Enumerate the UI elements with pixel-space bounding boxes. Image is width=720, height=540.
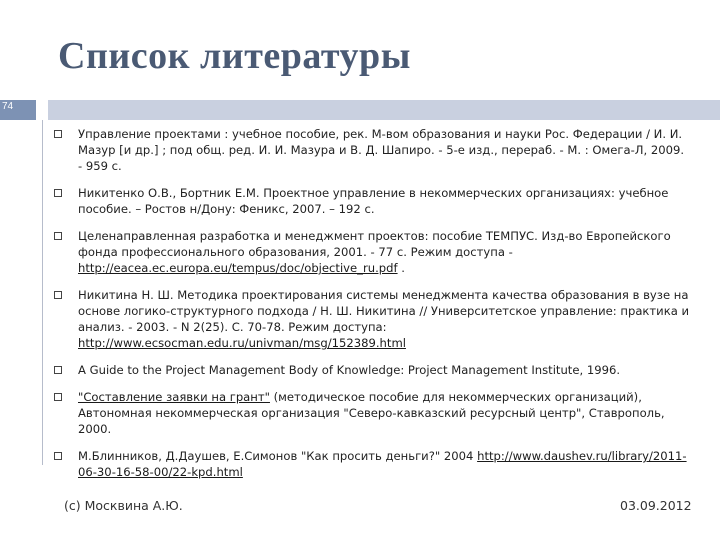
footer-author: (c) Москвина А.Ю. — [64, 498, 183, 513]
reference-suffix: . — [397, 261, 405, 275]
reference-text: Целенаправленная разработка и менеджмент проектов: пособие ТЕМПУС. Изд-во Европейского фонда профессионального образования, 2001. - 77 с. Режим доступа - — [78, 229, 671, 259]
reference-text: Управление проектами : учебное пособие, рек. М-вом образования и науки Рос. Федерации / И. И. Мазур [и др.] ; под общ. ред. И. И. Мазура и В. Д. Шапиро. - 5-е изд., перераб. - М. : Омега-Л, 2009. - 959 с. — [78, 127, 685, 173]
reference-link[interactable]: http://eacea.ec.europa.eu/tempus/doc/objective_ru.pdf — [78, 261, 398, 275]
reference-item-3 — [54, 228, 690, 276]
reference-item-2 — [54, 185, 690, 217]
reference-text: М.Блинников, Д.Даушев, Е.Симонов "Как просить деньги?" 2004 — [78, 449, 478, 463]
reference-list — [54, 126, 690, 491]
square-bullet-icon — [54, 393, 62, 401]
slide-title: Список литературы — [58, 35, 411, 77]
reference-item-7 — [54, 448, 690, 480]
reference-link[interactable]: http://www.ecsocman.edu.ru/univman/msg/152389.html — [78, 336, 406, 350]
reference-text: A Guide to the Project Management Body of Knowledge: Project Management Institute, 1996. — [78, 363, 621, 377]
square-bullet-icon — [54, 452, 62, 460]
left-divider — [42, 120, 43, 465]
square-bullet-icon — [54, 189, 62, 197]
square-bullet-icon — [54, 291, 62, 299]
square-bullet-icon — [54, 130, 62, 138]
reference-link[interactable]: http://www.daushev.ru/library/2011-06-30-16-58-00/22-kpd.html — [78, 449, 687, 479]
reference-suffix: (методическое пособие для некоммерческих организаций), Автономная некоммерческая организация "Северо-кавказский ресурсный центр", Ставрополь, 2000. — [78, 390, 665, 436]
square-bullet-icon — [54, 366, 62, 374]
reference-link[interactable]: "Составление заявки на грант" — [78, 390, 270, 404]
header-rule-bar — [48, 100, 720, 120]
footer-date: 03.09.2012 — [620, 498, 692, 513]
slide-number: 74 — [2, 101, 14, 112]
reference-text: Никитина Н. Ш. Методика проектирования системы менеджмента качества образования в вузе на основе логико-структурного подхода / Н. Ш. Никитина // Университетское управление: практика и анализ. - 2003. - N 2(25). С. 70-78. Режим доступа: — [78, 288, 690, 334]
reference-item-1 — [54, 126, 690, 174]
square-bullet-icon — [54, 232, 62, 240]
reference-text: Никитенко О.В., Бортник Е.М. Проектное управление в некоммерческих организациях: учебное пособие. – Ростов н/Дону: Феникс, 2007. – 192 с. — [78, 186, 669, 216]
reference-item-4 — [54, 287, 690, 351]
reference-item-6 — [54, 389, 690, 437]
reference-item-5 — [54, 362, 690, 378]
